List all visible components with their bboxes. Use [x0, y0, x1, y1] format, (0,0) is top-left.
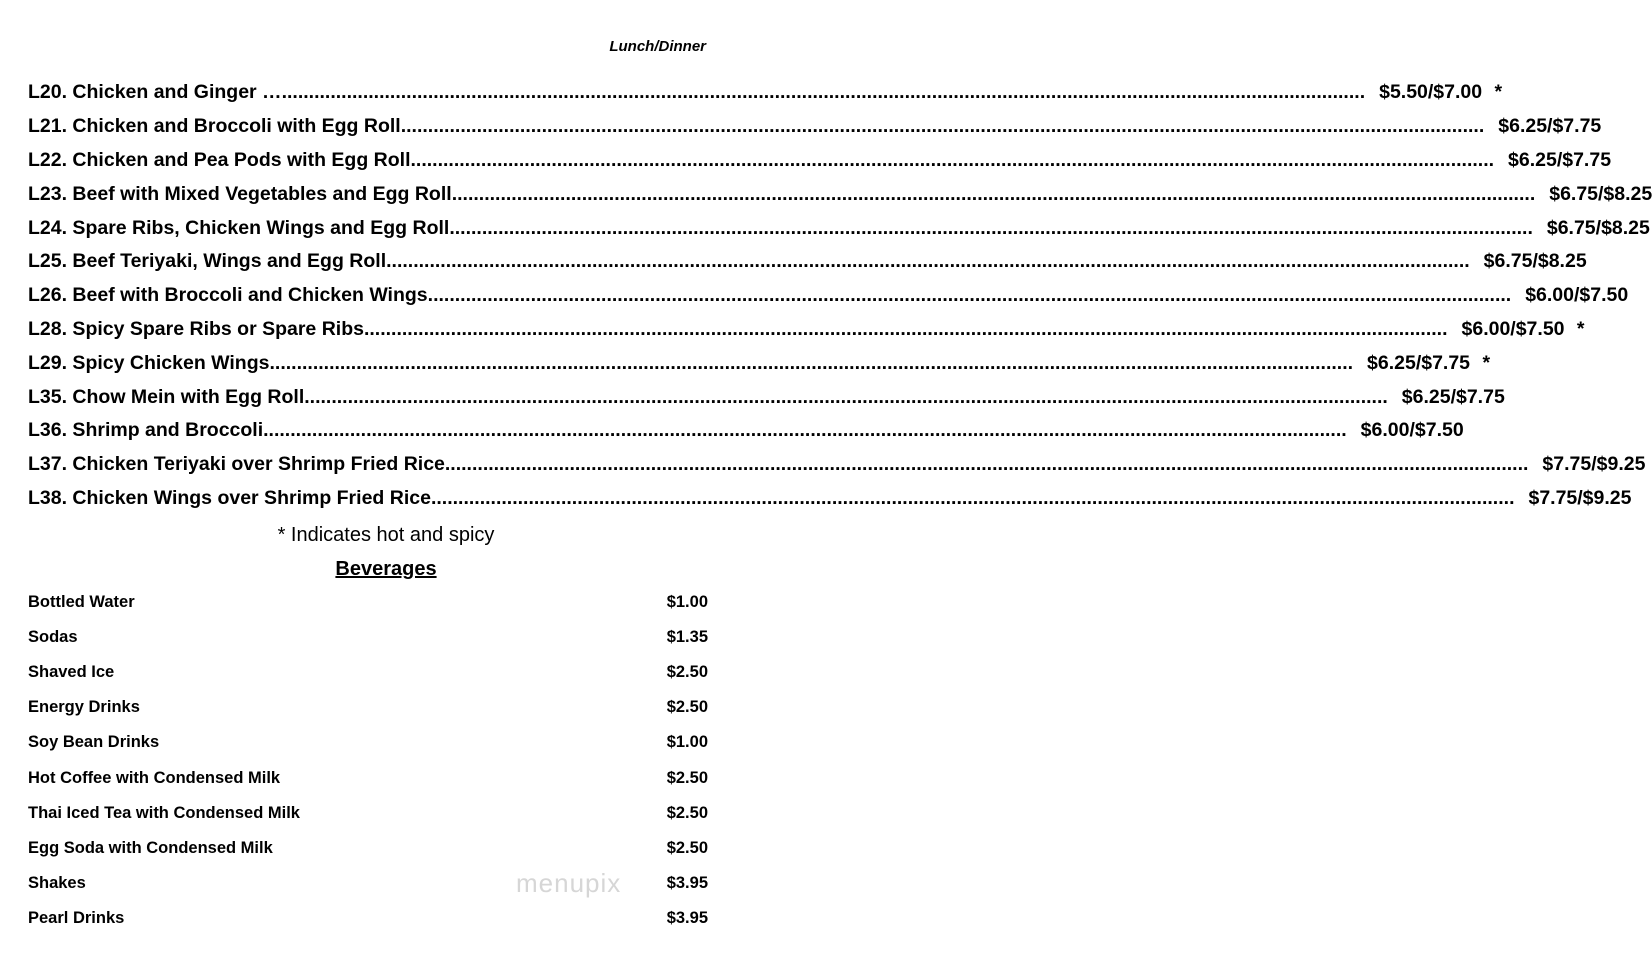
leader-dots: ........................................................................................................................................................................................................ [263, 419, 1347, 442]
beverage-name: Shakes [28, 873, 86, 892]
spicy-marker: * [1576, 317, 1585, 340]
menu-item-price: $6.00/$7.50 [1525, 284, 1629, 307]
menu-item-name: L21. Chicken and Broccoli with Egg Roll [28, 115, 401, 138]
menu-item [28, 279, 1629, 313]
beverage-item [28, 620, 708, 655]
leader-dots: ........................................................................................................................................................................................................ [281, 81, 1366, 104]
leader-dots: ........................................................................................................................................................................................................ [400, 115, 1485, 138]
beverage-name: Bottled Water [28, 593, 135, 612]
menu-item [28, 211, 1650, 245]
menu-item-price: $6.25/$7.75 [1367, 351, 1471, 374]
menu-item-name: L26. Beef with Broccoli and Chicken Wings [28, 284, 428, 307]
menupix-watermark: menupix [516, 868, 622, 898]
leader-dots: ........................................................................................................................................................................................................ [410, 148, 1495, 171]
leader-dots: ........................................................................................................................................................................................................ [363, 317, 1448, 340]
menu-item-price: $7.75/$9.25 [1528, 486, 1632, 509]
beverage-price: $2.50 [666, 698, 708, 717]
leader-dots: ........................................................................................................................................................................................................ [304, 385, 1388, 408]
menu-item [28, 144, 1612, 178]
beverage-name: Thai Iced Tea with Condensed Milk [28, 803, 300, 822]
beverage-name: Sodas [28, 628, 78, 647]
beverage-item [28, 655, 708, 690]
beverage-price: $3.95 [666, 908, 708, 927]
menu-item [28, 448, 1646, 482]
menu-item [28, 110, 1602, 144]
beverage-price: $2.50 [666, 768, 708, 787]
menu-section-header: Lunch/Dinner [609, 38, 706, 55]
menu-item-name: L22. Chicken and Pea Pods with Egg Roll [28, 148, 411, 171]
beverage-item [28, 831, 708, 866]
menu-item-price: $6.00/$7.50 [1360, 419, 1464, 442]
menu-item-name: L20. Chicken and Ginger … [28, 81, 282, 104]
leader-dots: ........................................................................................................................................................................................................ [444, 453, 1529, 476]
menu-item-name: L35. Chow Mein with Egg Roll [28, 385, 305, 408]
menu-item [28, 245, 1587, 279]
beverage-item [28, 796, 708, 831]
beverage-price: $3.95 [666, 873, 708, 892]
menu-item [28, 346, 1491, 380]
beverages-heading: Beverages [335, 558, 437, 580]
spicy-marker: * [1482, 351, 1491, 374]
menu-item-price: $6.75/$8.25 [1483, 250, 1587, 273]
menu-item-name: L25. Beef Teriyaki, Wings and Egg Roll [28, 250, 387, 273]
menu-item [28, 482, 1632, 516]
menu-items-list [28, 76, 1652, 515]
beverage-price: $1.00 [666, 733, 708, 752]
beverage-price: $2.50 [666, 663, 708, 682]
menu-item-name: L36. Shrimp and Broccoli [28, 419, 264, 442]
leader-dots: ........................................................................................................................................................................................................ [451, 182, 1536, 205]
leader-dots: ........................................................................................................................................................................................................ [427, 284, 1512, 307]
leader-dots: ........................................................................................................................................................................................................ [449, 216, 1533, 239]
beverage-name: Pearl Drinks [28, 908, 125, 927]
menu-item [28, 414, 1464, 448]
menu-item [28, 177, 1652, 211]
spicy-marker: * [1494, 81, 1503, 104]
menu-item-name: L29. Spicy Chicken Wings [28, 351, 270, 374]
menu-item-price: $6.25/$7.75 [1401, 385, 1505, 408]
beverage-item [28, 901, 708, 936]
leader-dots: ........................................................................................................................................................................................................ [386, 250, 1470, 273]
menu-item-price: $7.75/$9.25 [1542, 453, 1646, 476]
beverage-name: Egg Soda with Condensed Milk [28, 838, 273, 857]
leader-dots: ........................................................................................................................................................................................................ [269, 351, 1354, 374]
menu-item-name: L37. Chicken Teriyaki over Shrimp Fried Rice [28, 453, 445, 476]
menu-item-price: $6.75/$8.25 [1549, 182, 1652, 205]
beverage-name: Shaved Ice [28, 663, 115, 682]
menu-item-price: $6.25/$7.75 [1498, 115, 1602, 138]
spicy-footnote: * Indicates hot and spicy [277, 524, 495, 546]
menu-item-price: $6.75/$8.25 [1546, 216, 1650, 239]
beverage-price: $1.35 [666, 628, 708, 647]
beverage-name: Soy Bean Drinks [28, 733, 160, 752]
menu-item [28, 313, 1585, 347]
beverage-name: Energy Drinks [28, 698, 140, 717]
menu-item-price: $5.50/$7.00 [1379, 81, 1483, 104]
menu-item [28, 380, 1505, 414]
beverage-item [28, 760, 708, 795]
menu-item [28, 76, 1503, 110]
menu-item-name: L38. Chicken Wings over Shrimp Fried Rice [28, 486, 431, 509]
menu-item-name: L24. Spare Ribs, Chicken Wings and Egg Roll [28, 216, 450, 239]
menu-item-name: L23. Beef with Mixed Vegetables and Egg Roll [28, 182, 452, 205]
beverage-item [28, 690, 708, 725]
menu-item-name: L28. Spicy Spare Ribs or Spare Ribs [28, 317, 364, 340]
beverage-name: Hot Coffee with Condensed Milk [28, 768, 281, 787]
menu-item-price: $6.25/$7.75 [1508, 148, 1612, 171]
leader-dots: ........................................................................................................................................................................................................ [430, 486, 1515, 509]
beverage-price: $2.50 [666, 803, 708, 822]
beverage-price: $2.50 [666, 838, 708, 857]
beverage-item [28, 585, 708, 620]
menu-item-price: $6.00/$7.50 [1461, 317, 1565, 340]
beverage-item [28, 725, 708, 760]
beverage-price: $1.00 [666, 593, 708, 612]
